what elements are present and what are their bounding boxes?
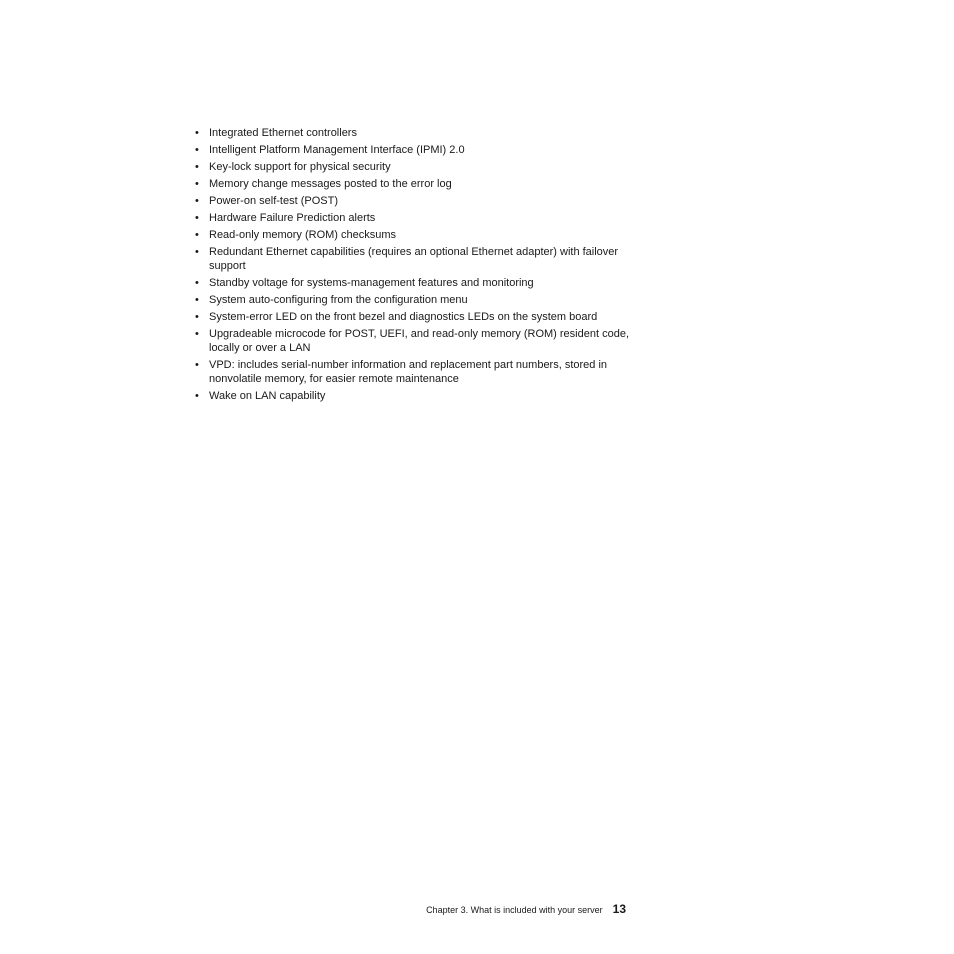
bullet: • [195,195,199,207]
list-item-text: Integrated Ethernet controllers [209,127,357,139]
bullet: • [195,390,199,402]
footer-chapter-title: Chapter 3. What is included with your server [426,905,603,915]
bullet: • [195,229,199,241]
list-item [195,126,635,140]
list-item-text: System auto-configuring from the configuration menu [209,294,468,306]
bullet: • [195,359,199,371]
list-item-text: Intelligent Platform Management Interface (IPMI) 2.0 [209,144,465,156]
list-item [195,211,635,225]
list-item-text: Wake on LAN capability [209,390,326,402]
list-item-text: Hardware Failure Prediction alerts [209,212,376,224]
list-item-text: VPD: includes serial-number information and replacement part numbers, stored in nonvolatile memory, for easier remote maintenance [209,359,608,385]
list-item [195,143,635,157]
bullet: • [195,294,199,306]
bullet: • [195,127,199,139]
list-item-text: Key-lock support for physical security [209,161,391,173]
list-item [195,177,635,191]
bullet: • [195,212,199,224]
page-number: 13 [612,902,626,916]
list-item [195,228,635,242]
list-item-text: System-error LED on the front bezel and diagnostics LEDs on the system board [209,311,598,323]
list-item-text: Redundant Ethernet capabilities (requires an optional Ethernet adapter) with failover support [209,246,619,272]
bullet: • [195,161,199,173]
bullet: • [195,328,199,340]
list-item [195,358,635,386]
bullet: • [195,246,199,258]
list-item [195,245,635,273]
page-footer [0,900,626,918]
list-item [195,389,635,403]
list-item [195,194,635,208]
list-item-text: Read-only memory (ROM) checksums [209,229,397,241]
list-item [195,276,635,290]
list-item-text: Upgradeable microcode for POST, UEFI, and read-only memory (ROM) resident code, locally or over a LAN [209,328,629,354]
list-item-text: Memory change messages posted to the error log [209,178,452,190]
bullet: • [195,144,199,156]
list-item [195,310,635,324]
list-item [195,160,635,174]
list-item-text: Power-on self-test (POST) [209,195,338,207]
bullet: • [195,178,199,190]
list-item [195,293,635,307]
bullet: • [195,311,199,323]
list-item [195,327,635,355]
list-item-text: Standby voltage for systems-management features and monitoring [209,277,534,289]
feature-list [195,126,635,406]
bullet: • [195,277,199,289]
